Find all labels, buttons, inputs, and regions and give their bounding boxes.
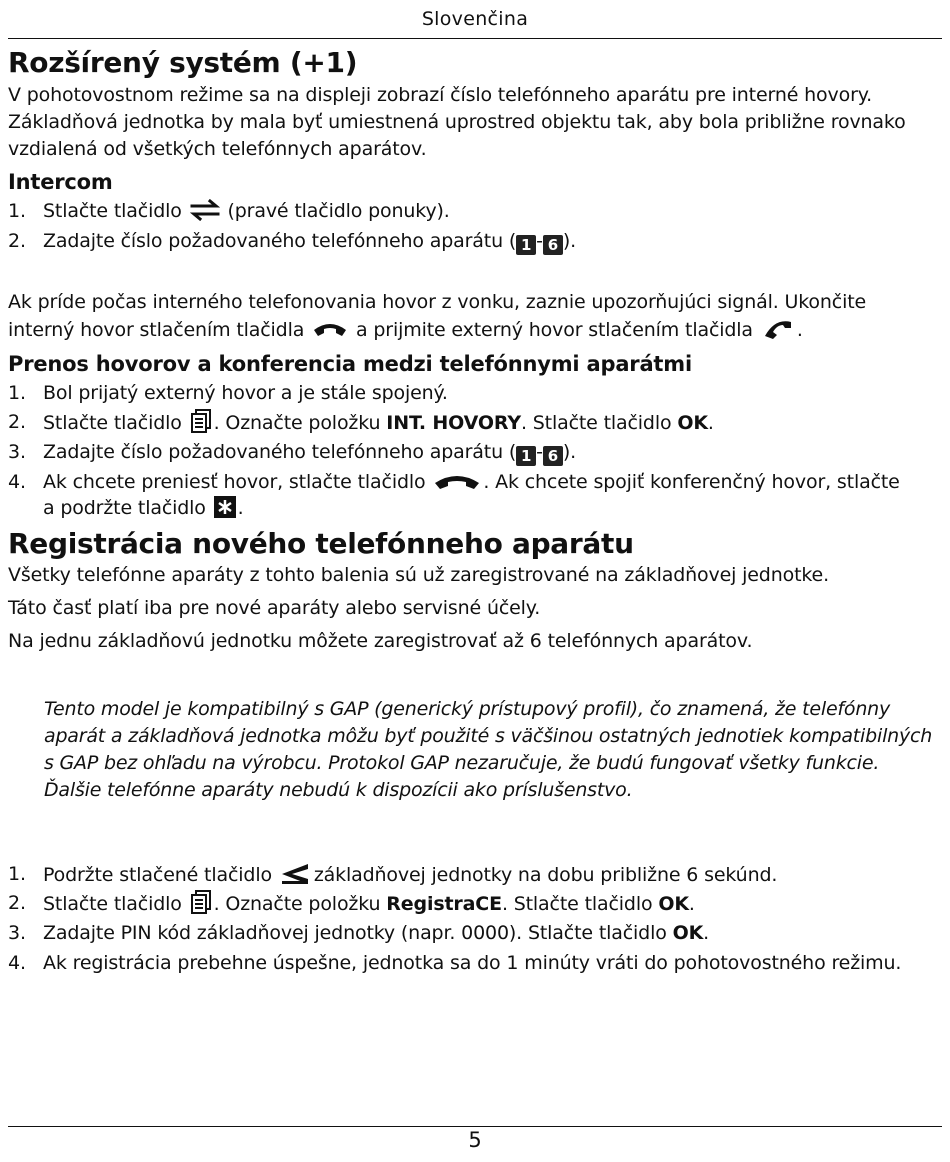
step-text: . bbox=[707, 412, 714, 434]
step-text: (pravé tlačidlo ponuky). bbox=[227, 200, 450, 222]
header-language: Slovenčina bbox=[421, 8, 529, 30]
section-title-extended-system: Rozšírený systém (+1) bbox=[8, 46, 358, 79]
list-number: 1. bbox=[8, 200, 26, 222]
list-number: 1. bbox=[8, 382, 26, 404]
step-text: Zadajte číslo požadovaného telefónneho aparátu ( bbox=[43, 230, 517, 252]
list-number: 4. bbox=[8, 471, 26, 493]
registration-paragraph: Táto časť platí iba pre nové aparáty alebo servisné účely. bbox=[8, 597, 541, 619]
incoming-text: interný hovor stlačením tlačidla bbox=[8, 319, 305, 341]
paging-key-icon bbox=[280, 861, 312, 885]
step-text: Stlačte tlačidlo bbox=[43, 200, 182, 222]
end-call-icon bbox=[312, 320, 348, 340]
star-key-icon bbox=[214, 496, 236, 518]
list-number: 2. bbox=[8, 411, 26, 433]
ok-label: OK bbox=[672, 922, 704, 944]
dash: - bbox=[536, 230, 543, 252]
transfer-arrows-icon bbox=[190, 199, 220, 221]
menu-option-int-calls: INT. HOVORY bbox=[386, 412, 521, 434]
step-text: Podržte stlačené tlačidlo bbox=[43, 864, 272, 886]
step-text: Ak chcete preniesť hovor, stlačte tlačidlo bbox=[43, 471, 426, 493]
end-call-icon bbox=[433, 472, 481, 492]
incoming-text: a prijmite externý hovor stlačením tlačidla bbox=[356, 319, 753, 341]
step-text: . bbox=[237, 497, 244, 519]
transfer-title: Prenos hovorov a konferencia medzi telefónnymi aparátmi bbox=[8, 352, 692, 376]
step-text: . Ak chcete spojiť konferenčný hovor, stlačte bbox=[483, 471, 900, 493]
step-text: Zadajte číslo požadovaného telefónneho aparátu ( bbox=[43, 441, 517, 463]
intercom-title: Intercom bbox=[8, 170, 113, 194]
step-text: . Označte položku bbox=[213, 412, 381, 434]
step-text: Zadajte PIN kód základňovej jednotky (napr. 0000). Stlačte tlačidlo bbox=[43, 922, 667, 944]
step-text: . Stlačte tlačidlo bbox=[501, 893, 653, 915]
menu-key-icon bbox=[190, 409, 212, 433]
step-text: Bol prijatý externý hovor a je stále spojený. bbox=[43, 382, 448, 404]
step-text: Stlačte tlačidlo bbox=[43, 893, 182, 915]
key-1-icon: 1 bbox=[516, 446, 536, 466]
footer-rule bbox=[8, 1126, 942, 1127]
header-rule bbox=[8, 38, 942, 39]
incoming-call-paragraph: Ak príde počas interného telefonovania hovor z vonku, zaznie upozorňujúci signál. Ukončite bbox=[8, 291, 867, 313]
key-1-icon: 1 bbox=[516, 235, 536, 255]
step-text: . Označte položku bbox=[213, 893, 381, 915]
step-text: Stlačte tlačidlo bbox=[43, 412, 182, 434]
section-intro: V pohotovostnom režime sa na displeji zobrazí číslo telefónneho aparátu pre interné hovory. Základňová jednotka by mala byť umiestnená uprostred objektu tak, aby bola približne rovnako vzdialená od všetkých telefónnych aparátov. bbox=[8, 84, 906, 160]
ok-label: OK bbox=[677, 412, 708, 434]
registration-paragraph: Na jednu základňovú jednotku môžete zaregistrovať až 6 telefónnych aparátov. bbox=[8, 630, 753, 652]
menu-option-registrace: RegistraCE bbox=[386, 893, 502, 915]
ok-label: OK bbox=[658, 893, 689, 915]
step-text: . bbox=[688, 893, 695, 915]
list-number: 2. bbox=[8, 230, 26, 252]
step-text: . bbox=[703, 922, 710, 944]
step-text: Ak registrácia prebehne úspešne, jednotka sa do 1 minúty vráti do pohotovostného režimu. bbox=[43, 952, 902, 974]
list-number: 4. bbox=[8, 952, 26, 974]
step-text: a podržte tlačidlo bbox=[43, 497, 206, 519]
key-6-icon: 6 bbox=[543, 446, 563, 466]
incoming-text: . bbox=[796, 319, 803, 341]
step-text: . Stlačte tlačidlo bbox=[520, 412, 672, 434]
answer-call-icon bbox=[761, 316, 795, 340]
step-text: základňovej jednotky na dobu približne 6 sekúnd. bbox=[313, 864, 778, 886]
list-number: 3. bbox=[8, 441, 26, 463]
list-number: 2. bbox=[8, 892, 26, 914]
gap-note: Tento model je kompatibilný s GAP (generický prístupový profil), čo znamená, že telefónny aparát a základňová jednotka môžu byť použité s väčšinou ostatných jednotiek kompatibilných s GAP bez ohľadu na výrobcu. Protokol GAP nezaručuje, že budú fungovať všetky funkcie. Ďalšie telefónne aparáty nebudú k dispozícii ako príslušenstvo. bbox=[44, 698, 933, 801]
key-6-icon: 6 bbox=[543, 235, 563, 255]
section-title-registration: Registrácia nového telefónneho aparátu bbox=[8, 527, 634, 560]
menu-key-icon bbox=[190, 890, 212, 914]
list-number: 3. bbox=[8, 922, 26, 944]
step-text: ). bbox=[562, 441, 577, 463]
dash: - bbox=[536, 441, 543, 463]
step-text: ). bbox=[562, 230, 577, 252]
registration-paragraph: Všetky telefónne aparáty z tohto balenia sú už zaregistrované na základňovej jednotke. bbox=[8, 564, 829, 586]
page-number: 5 bbox=[468, 1128, 482, 1152]
incoming-call-paragraph-line2 bbox=[8, 316, 942, 344]
list-number: 1. bbox=[8, 863, 26, 885]
